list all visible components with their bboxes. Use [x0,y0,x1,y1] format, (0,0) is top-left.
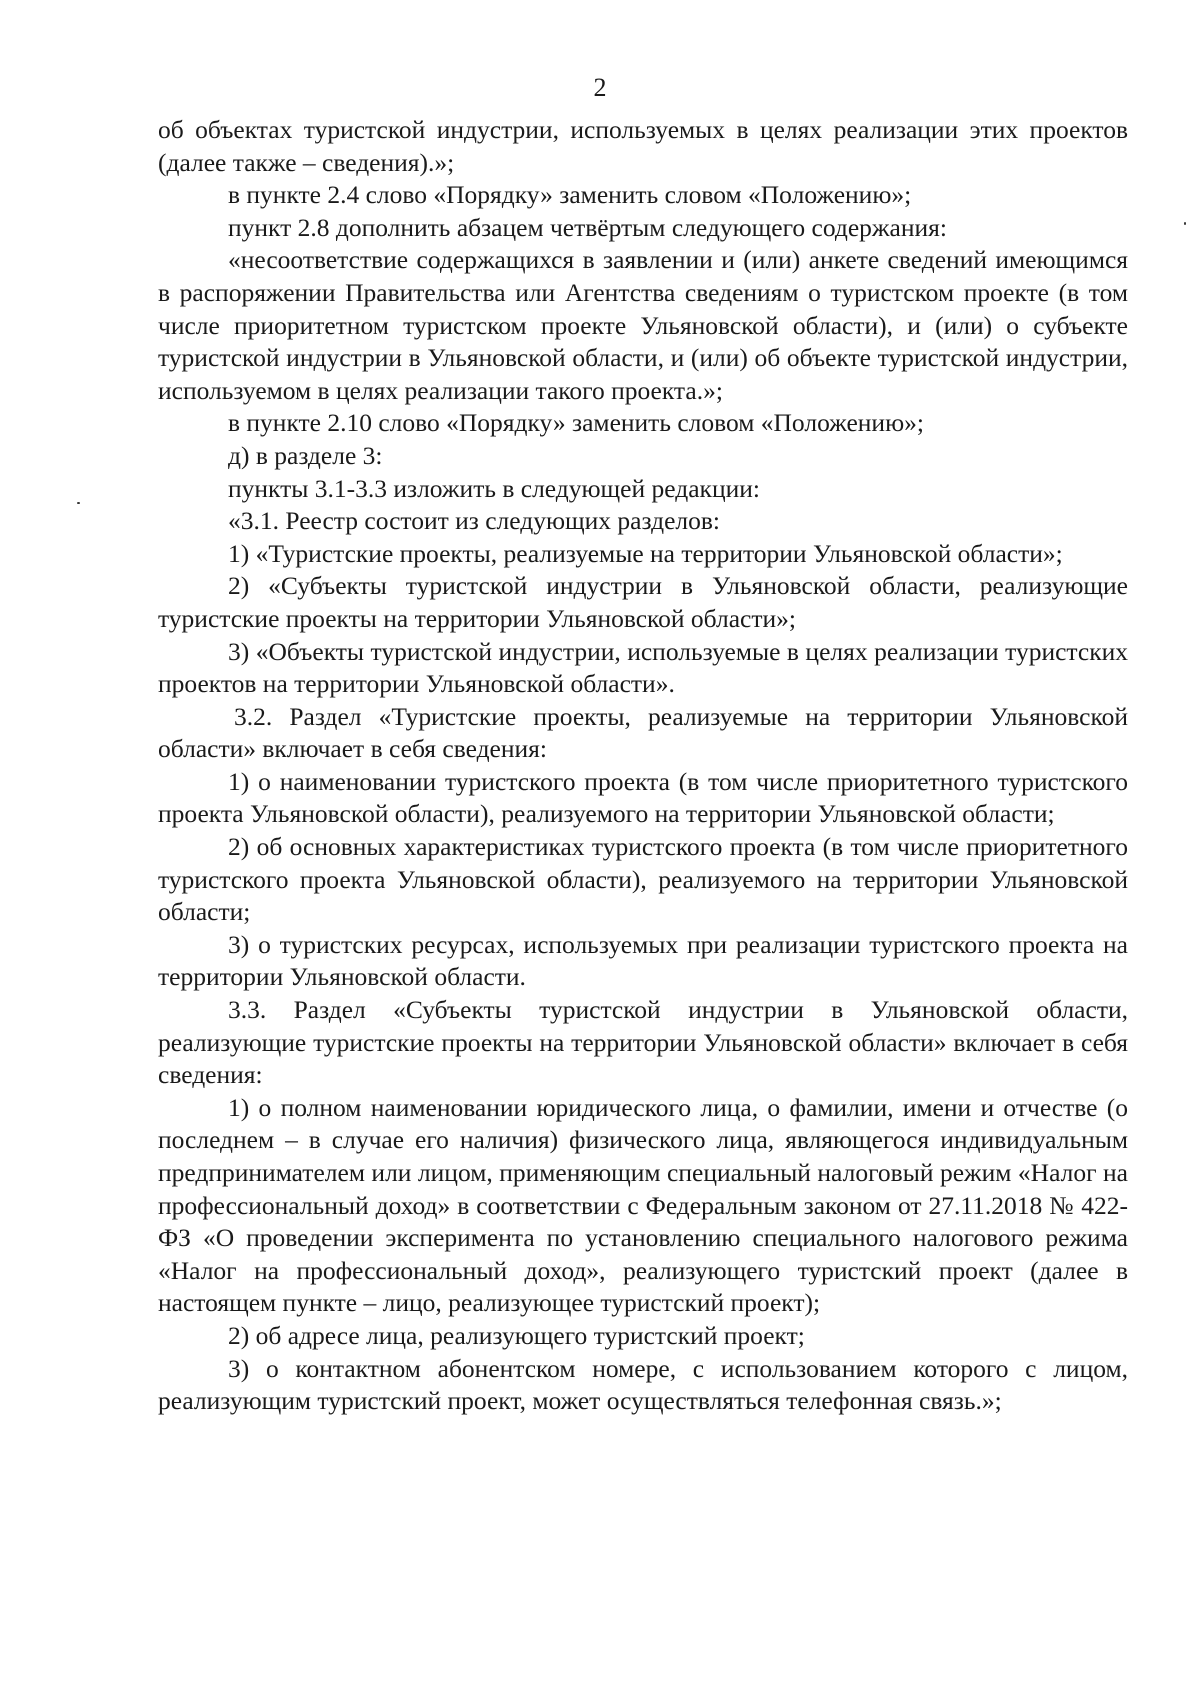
page-number: 2 [593,73,607,102]
paragraph: 3.3. Раздел «Субъекты туристской индустрии в Ульяновской области, реализующие туристские проекты на территории Ульяновской области» включает в себя сведения: [158,995,1128,1090]
scan-speck [1184,222,1186,225]
document-body [158,114,1128,1418]
paragraph: пункт 2.8 дополнить абзацем четвёртым следующего содержания: [228,212,947,242]
paragraph: 3) о контактном абонентском номере, с использованием которого с лицом, реализующим туристский проект, может осуществляться телефонная связь.»; [158,1353,1128,1416]
paragraph: 3.2. Раздел «Туристские проекты, реализуемые на территории Ульяновской области» включает в себя сведения: [158,701,1128,764]
paragraph: об объектах туристской индустрии, используемых в целях реализации этих проектов (далее также – сведения).»; [158,115,1128,177]
paragraph: в пункте 2.10 слово «Порядку» заменить словом «Положению»; [228,408,924,438]
scan-speck [77,502,80,504]
paragraph: в пункте 2.4 слово «Порядку» заменить словом «Положению»; [228,180,912,210]
paragraph: «3.1. Реестр состоит из следующих разделов: [228,506,721,536]
paragraph: 1) о наименовании туристского проекта (в том числе приоритетного туристского проекта Ульяновской области), реализуемого на территории Ульяновской области; [158,766,1128,829]
paragraph: д) в разделе 3: [228,440,383,470]
paragraph: 1) «Туристские проекты, реализуемые на территории Ульяновской области»; [228,538,1063,568]
paragraph: 2) об основных характеристиках туристского проекта (в том числе приоритетного туристского проекта Ульяновской области), реализуемого на территории Ульяновской области; [158,832,1128,927]
paragraph: 3) «Объекты туристской индустрии, используемые в целях реализации туристских проектов на территории Ульяновской области». [158,636,1128,699]
paragraph: 1) о полном наименовании юридического лица, о фамилии, имени и отчестве (о последнем – в случае его наличия) физического лица, являющегося индивидуальным предпринимателем или лицом, применяющим специальный налоговый режим «Налог на профессиональный доход» в соответствии с Федеральным законом от 27.11.2018 № 422-ФЗ «О проведении эксперимента по установлению специального налогового режима «Налог на профессиональный доход», реализующего туристский проект (далее в настоящем пункте – лицо, реализующее туристский проект); [158,1092,1128,1318]
paragraph: 2) об адресе лица, реализующего туристский проект; [228,1320,805,1350]
paragraph: 3) о туристских ресурсах, используемых при реализации туристского проекта на территории Ульяновской области. [158,929,1128,992]
paragraph: пункты 3.1-3.3 изложить в следующей редакции: [228,473,760,503]
paragraph: «несоответствие содержащихся в заявлении и (или) анкете сведений имеющимся в распоряжении Правительства или Агентства сведениям о туристском проекте (в том числе приоритетном туристском проекте Ульяновской области), и (или) о субъекте туристской индустрии в Ульяновской области, и (или) об объекте туристской индустрии, используемом в целях реализации такого проекта.»; [158,245,1128,405]
paragraph: 2) «Субъекты туристской индустрии в Ульяновской области, реализующие туристские проекты на территории Ульяновской области»; [158,571,1128,633]
